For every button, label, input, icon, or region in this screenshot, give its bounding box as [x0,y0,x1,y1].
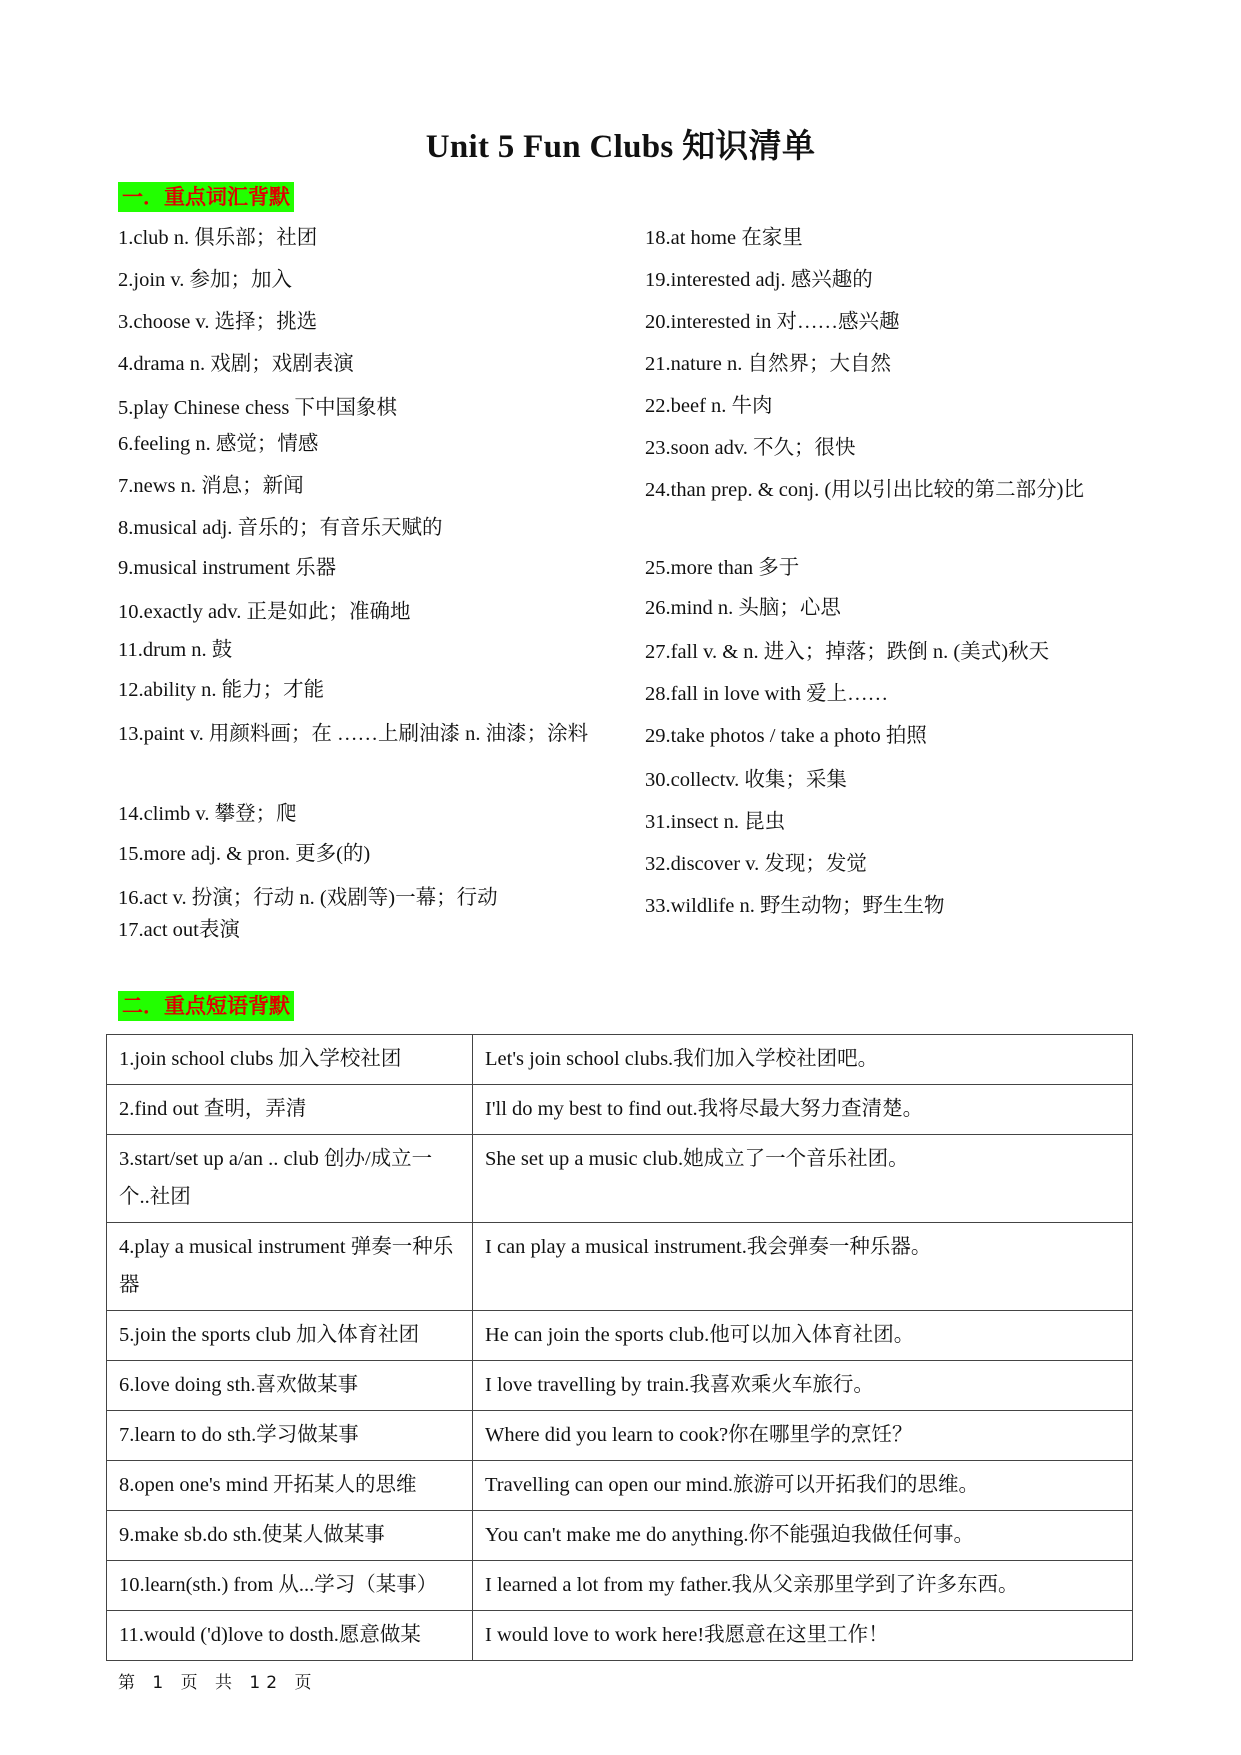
table-row [107,1461,1133,1511]
example-cell: She set up a music club.她成立了一个音乐社团。 [473,1135,1133,1223]
example-cell: I learned a lot from my father.我从父亲那里学到了许多东西。 [473,1561,1133,1611]
section-heading-phrases: 二．重点短语背默 [118,991,294,1021]
vocab-item: 7.news n. 消息；新闻 [118,475,304,497]
vocab-item: 8.musical adj. 音乐的；有音乐天赋的 [118,517,443,539]
phrase-cell: 6.love doing sth.喜欢做某事 [107,1361,473,1411]
vocab-item: 31.insect n. 昆虫 [645,811,786,833]
phrase-cell: 11.would ('d)love to dosth.愿意做某 [107,1611,473,1661]
table-row [107,1223,1133,1311]
table-row [107,1411,1133,1461]
example-cell: He can join the sports club.他可以加入体育社团。 [473,1311,1133,1361]
vocab-item: 18.at home 在家里 [645,227,803,249]
phrase-cell: 1.join school clubs 加入学校社团 [107,1035,473,1085]
phrase-cell: 3.start/set up a/an .. club 创办/成立一个..社团 [107,1135,473,1223]
table-row [107,1561,1133,1611]
example-cell: I can play a musical instrument.我会弹奏一种乐器。 [473,1223,1133,1311]
vocab-item: 21.nature n. 自然界；大自然 [645,353,891,375]
vocab-item: 26.mind n. 头脑；心思 [645,597,841,619]
vocab-item: 27.fall v. & n. 进入；掉落；跌倒 n. (美式)秋天 [645,641,1050,663]
vocab-item: 4.drama n. 戏剧；戏剧表演 [118,353,354,375]
phrase-table [106,1034,1133,1661]
phrase-cell: 10.learn(sth.) from 从...学习（某事） [107,1561,473,1611]
vocab-item: 14.climb v. 攀登；爬 [118,803,297,825]
vocab-item: 9.musical instrument 乐器 [118,557,337,579]
phrase-cell: 8.open one's mind 开拓某人的思维 [107,1461,473,1511]
vocab-item: 30.collectv. 收集；采集 [645,769,847,791]
vocab-item: 29.take photos / take a photo 拍照 [645,725,927,747]
table-row [107,1311,1133,1361]
table-row [107,1135,1133,1223]
vocab-item: 33.wildlife n. 野生动物；野生生物 [645,895,945,917]
vocab-item: 6.feeling n. 感觉；情感 [118,433,319,455]
page-title: Unit 5 Fun Clubs 知识清单 [425,129,816,165]
vocab-item: 16.act v. 扮演；行动 n. (戏剧等)一幕；行动 [118,887,498,909]
vocab-item: 2.join v. 参加；加入 [118,269,293,291]
vocab-item: 25.more than 多于 [645,557,800,579]
phrase-cell: 9.make sb.do sth.使某人做某事 [107,1511,473,1561]
page-footer: 第 1 页 共 12 页 [118,1673,318,1693]
phrase-cell: 5.join the sports club 加入体育社团 [107,1311,473,1361]
vocab-item: 1.club n. 俱乐部；社团 [118,227,318,249]
example-cell: Where did you learn to cook?你在哪里学的烹饪？ [473,1411,1133,1461]
example-cell: Let's join school clubs.我们加入学校社团吧。 [473,1035,1133,1085]
vocab-item: 10.exactly adv. 正是如此；准确地 [118,601,411,623]
table-row [107,1361,1133,1411]
vocab-item: 19.interested adj. 感兴趣的 [645,269,873,291]
vocab-item: 13.paint v. 用颜料画；在 ……上刷油漆 n. 油漆；涂料 [118,723,589,745]
phrase-cell: 2.find out 查明，弄清 [107,1085,473,1135]
vocab-item: 20.interested in 对……感兴趣 [645,311,900,333]
table-row [107,1085,1133,1135]
vocab-item: 24.than prep. & conj. (用以引出比较的第二部分)比 [645,479,1084,501]
table-row [107,1035,1133,1085]
table-row [107,1511,1133,1561]
example-cell: Travelling can open our mind.旅游可以开拓我们的思维。 [473,1461,1133,1511]
vocab-item: 28.fall in love with 爱上…… [645,683,889,705]
vocab-item: 15.more adj. & pron. 更多(的) [118,843,371,865]
vocab-item: 23.soon adv. 不久；很快 [645,437,856,459]
phrase-cell: 4.play a musical instrument 弹奏一种乐器 [107,1223,473,1311]
example-cell: You can't make me do anything.你不能强迫我做任何事。 [473,1511,1133,1561]
vocab-item: 22.beef n. 牛肉 [645,395,773,417]
example-cell: I love travelling by train.我喜欢乘火车旅行。 [473,1361,1133,1411]
phrase-cell: 7.learn to do sth.学习做某事 [107,1411,473,1461]
table-row [107,1611,1133,1661]
vocab-item: 32.discover v. 发现；发觉 [645,853,867,875]
vocab-item: 17.act out表演 [118,919,240,941]
vocab-item: 12.ability n. 能力；才能 [118,679,325,701]
vocab-item: 3.choose v. 选择；挑选 [118,311,318,333]
example-cell: I'll do my best to find out.我将尽最大努力查清楚。 [473,1085,1133,1135]
vocab-item: 5.play Chinese chess 下中国象棋 [118,397,397,419]
section-heading-vocabulary: 一．重点词汇背默 [118,182,294,212]
example-cell: I would love to work here!我愿意在这里工作！ [473,1611,1133,1661]
vocab-item: 11.drum n. 鼓 [118,639,233,661]
